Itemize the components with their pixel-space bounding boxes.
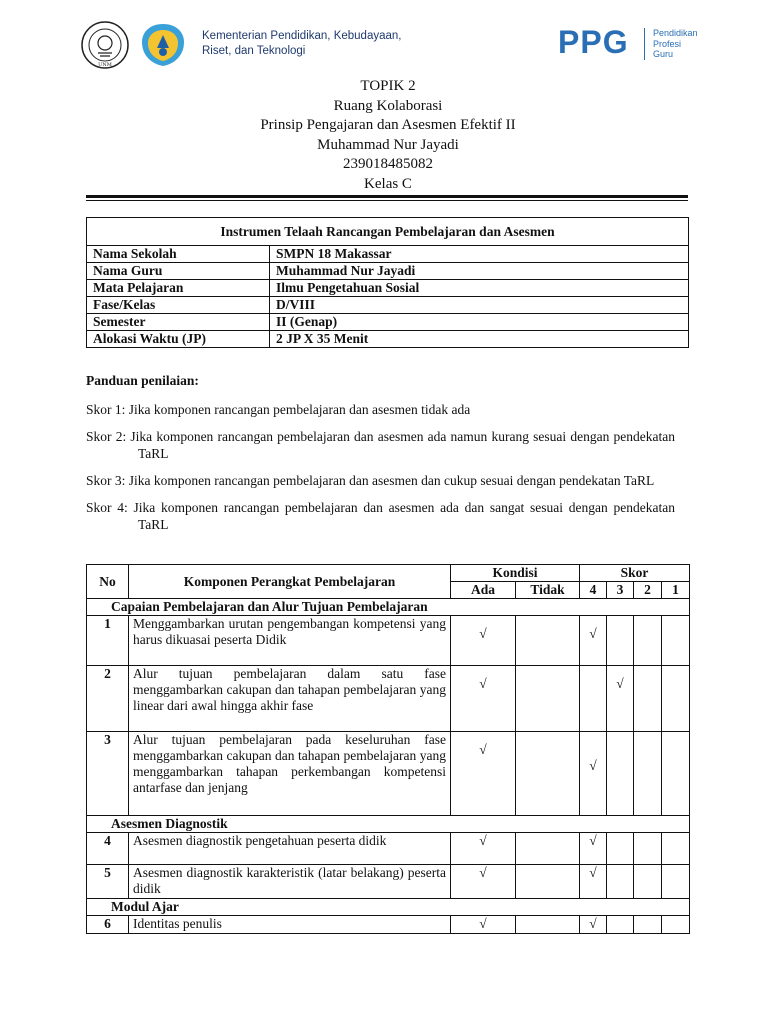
table-row	[87, 732, 690, 816]
document-titles	[0, 77, 768, 194]
author-id: 239018485082	[343, 156, 433, 172]
header-component: Komponen Perangkat Pembelajaran	[129, 565, 451, 599]
score-description: Skor 3: Jika komponen rancangan pembelajaran dan asesmen dan cukup sesuai dengan pendekatan TaRL	[86, 473, 655, 488]
row-number: 2	[87, 666, 129, 732]
title-divider-thin	[86, 200, 688, 201]
component-text: Identitas penulis	[129, 916, 451, 934]
info-label: Nama Sekolah	[87, 246, 270, 263]
table-row	[87, 297, 689, 314]
info-value: Muhammad Nur Jayadi	[270, 263, 689, 280]
score-2-cell	[634, 865, 662, 899]
ada-check-mark: √	[451, 732, 516, 816]
ppg-logo: PPG	[558, 24, 629, 60]
module-title: Prinsip Pengajaran dan Asesmen Efektif II	[260, 117, 516, 133]
table-row	[87, 263, 689, 280]
score-2-cell	[634, 916, 662, 934]
assessment-table	[86, 564, 690, 934]
score-4-check-mark: √	[580, 732, 607, 816]
ada-check-mark: √	[451, 666, 516, 732]
header-ada: Ada	[451, 582, 516, 599]
header-kondisi: Kondisi	[451, 565, 580, 582]
info-label: Mata Pelajaran	[87, 280, 270, 297]
header-score-3: 3	[607, 582, 634, 599]
score-3-cell	[607, 865, 634, 899]
score-4-check-mark: √	[580, 833, 607, 865]
score-4-check-mark: √	[580, 865, 607, 899]
tidak-cell	[516, 666, 580, 732]
score-3-check-mark: √	[607, 666, 634, 732]
score-4-cell	[580, 666, 607, 732]
score-2-cell	[634, 616, 662, 666]
table-row	[87, 865, 690, 899]
section-title: Capaian Pembelajaran dan Alur Tujuan Pembelajaran	[87, 599, 690, 616]
tidak-cell	[516, 865, 580, 899]
row-number: 4	[87, 833, 129, 865]
ppg-subtitle	[653, 28, 698, 60]
row-number: 5	[87, 865, 129, 899]
info-value: Ilmu Pengetahuan Sosial	[270, 280, 689, 297]
info-label: Alokasi Waktu (JP)	[87, 331, 270, 348]
row-number: 6	[87, 916, 129, 934]
ada-check-mark: √	[451, 865, 516, 899]
title-divider-thick	[86, 195, 688, 198]
ada-check-mark: √	[451, 916, 516, 934]
component-text: Asesmen diagnostik karakteristik (latar belakang) peserta didik	[129, 865, 451, 899]
row-number: 3	[87, 732, 129, 816]
info-table-heading: Instrumen Telaah Rancangan Pembelajaran dan Asesmen	[87, 218, 689, 246]
row-number: 1	[87, 616, 129, 666]
tidak-cell	[516, 833, 580, 865]
header-score-2: 2	[634, 582, 662, 599]
component-text: Menggambarkan urutan pengembangan kompetensi yang harus dikuasai peserta Didik	[129, 616, 451, 666]
score-1-cell	[662, 616, 690, 666]
score-3-cell	[607, 833, 634, 865]
score-1-cell	[662, 865, 690, 899]
header-skor: Skor	[580, 565, 690, 582]
table-row	[87, 916, 690, 934]
score-4-check-mark: √	[580, 616, 607, 666]
score-1-cell	[662, 833, 690, 865]
section-title: Asesmen Diagnostik	[87, 816, 690, 833]
header-no: No	[87, 565, 129, 599]
tut-wuri-handayani-logo-icon	[138, 22, 188, 68]
info-value: II (Genap)	[270, 314, 689, 331]
section-title: Modul Ajar	[87, 899, 690, 916]
component-text: Asesmen diagnostik pengetahuan peserta didik	[129, 833, 451, 865]
scoring-guide	[86, 372, 675, 543]
info-label: Fase/Kelas	[87, 297, 270, 314]
tidak-cell	[516, 916, 580, 934]
info-label: Nama Guru	[87, 263, 270, 280]
score-3-cell	[607, 732, 634, 816]
score-1-cell	[662, 732, 690, 816]
author-name: Muhammad Nur Jayadi	[317, 136, 459, 153]
table-row	[87, 246, 689, 263]
class-name: Kelas C	[364, 175, 412, 192]
ada-check-mark: √	[451, 616, 516, 666]
ppg-subtitle-line: Pendidikan	[653, 28, 698, 38]
component-text: Alur tujuan pembelajaran dalam satu fase menggambarkan cakupan dan tahapan pembelajaran yang linear dari awal hingga akhir fase	[129, 666, 451, 732]
score-2-cell	[634, 833, 662, 865]
component-text: Alur tujuan pembelajaran pada keseluruhan fase menggambarkan cakupan dan tahapan pembelajaran yang menggambarkan tahapan perkembangan kompetensi antarfase dan jenjang	[129, 732, 451, 816]
score-description: Skor 2: Jika komponen rancangan pembelajaran dan asesmen ada namun kurang sesuai dengan pendekatan TaRL	[86, 429, 675, 461]
table-row	[87, 280, 689, 297]
ppg-subtitle-line: Guru	[653, 49, 674, 59]
topic-title: TOPIK 2	[360, 78, 416, 94]
info-value: D/VIII	[270, 297, 689, 314]
table-row	[87, 314, 689, 331]
ministry-name: Kementerian Pendidikan, Kebudayaan, Riset, dan Teknologi	[202, 30, 402, 57]
score-1-cell	[662, 916, 690, 934]
score-2-cell	[634, 666, 662, 732]
tidak-cell	[516, 732, 580, 816]
table-row	[87, 331, 689, 348]
score-description: Skor 4: Jika komponen rancangan pembelajaran dan asesmen ada dan sangat sesuai dengan pendekatan TaRL	[86, 500, 675, 532]
score-2-cell	[634, 732, 662, 816]
ada-check-mark: √	[451, 833, 516, 865]
info-value: SMPN 18 Makassar	[270, 246, 689, 263]
header-score-4: 4	[580, 582, 607, 599]
score-3-cell	[607, 916, 634, 934]
unm-logo-icon	[80, 20, 130, 70]
table-row	[87, 616, 690, 666]
activity-title: Ruang Kolaborasi	[333, 97, 443, 114]
info-table	[86, 217, 689, 348]
header-tidak: Tidak	[516, 582, 580, 599]
table-row	[87, 666, 690, 732]
ppg-subtitle-line: Profesi	[653, 38, 682, 49]
page-header	[0, 0, 768, 80]
tidak-cell	[516, 616, 580, 666]
unm-logo-text: UNM	[98, 62, 112, 68]
score-3-cell	[607, 616, 634, 666]
info-label: Semester	[87, 314, 270, 331]
score-description: Skor 1: Jika komponen rancangan pembelajaran dan asesmen tidak ada	[86, 402, 471, 417]
score-4-check-mark: √	[580, 916, 607, 934]
scoring-guide-title: Panduan penilaian:	[86, 373, 199, 388]
table-row	[87, 833, 690, 865]
header-score-1: 1	[662, 582, 690, 599]
score-1-cell	[662, 666, 690, 732]
info-value: 2 JP X 35 Menit	[270, 331, 689, 348]
ppg-divider	[644, 28, 645, 60]
